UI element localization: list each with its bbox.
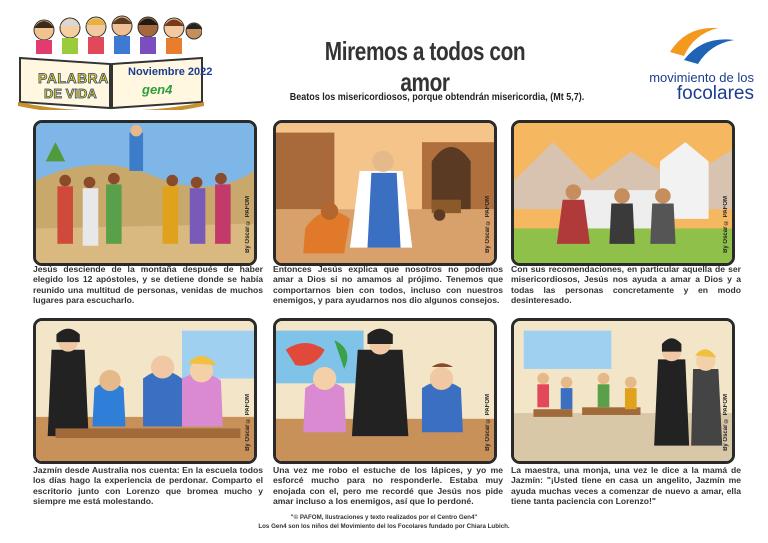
panel-1-caption: Jesús desciende de la montaña después de haber elegido los 12 apóstoles, y se detiene donde se había reunido una multitud de personas, venidas de muchos lugares para escucharlo. [33, 264, 263, 306]
panel-6-caption: La maestra, una monja, una vez le dice a la mamá de Jazmín: "¡Usted tiene en casa un angelito, Jazmín me ayuda muchas veces a comenzar de nuevo a amar, ella tiene tanta paciencia con Lorenzo!" [511, 465, 741, 507]
comic-panel-3 [511, 120, 735, 266]
panel-3-illustration [514, 123, 732, 263]
brand-title-line1: PALABRA [38, 70, 109, 86]
page-title: Miremos a todos con amor [324, 36, 526, 97]
footer-note: Los Gen4 son los niños del Movimiento del los Focolares fundado por Chiara Lubich. [258, 523, 510, 530]
panel-4-caption: Jazmín desde Australia nos cuenta: En la escuela todos los días hago la experiencia de perdonar. Comparto el escritorio junto con Lorenzo que bromea mucho y siempre me está molestando. [33, 465, 263, 507]
panel-1-credit: By Oscar © PAFOM [245, 196, 251, 253]
comic-panel-4 [33, 318, 257, 464]
comic-panel-1 [33, 120, 257, 266]
org-name-line1: movimiento de los [649, 70, 754, 85]
page-subtitle: Beatos los misericordiosos, porque obtendrán misericordia, (Mt 5,7). [289, 92, 585, 103]
panel-6-illustration [514, 321, 732, 461]
panel-2-illustration [276, 123, 494, 263]
panel-2-caption: Entonces Jesús explica que nosotros no podemos amar a Dios si no amamos al prójimo. Tenemos que comportarnos bien con todos, incluso con nuestros enemigos, y para ayudarnos nos dio algunos consejos. [273, 264, 503, 306]
kids-illustration [32, 8, 202, 54]
panel-6-credit: By Oscar © PAFOM [723, 394, 729, 451]
month-label: Noviembre 2022 [128, 66, 213, 78]
panel-4-illustration [36, 321, 254, 461]
gen4-label: gen4 [142, 82, 173, 97]
panel-5-illustration [276, 321, 494, 461]
panel-2-credit: By Oscar © PAFOM [485, 196, 491, 253]
panel-5-credit: By Oscar © PAFOM [485, 394, 491, 451]
palabra-de-vida-logo [8, 6, 213, 110]
panel-4-credit: By Oscar © PAFOM [245, 394, 251, 451]
comic-panel-2 [273, 120, 497, 266]
org-name-line2: focolares [676, 83, 754, 104]
panel-1-illustration [36, 123, 254, 263]
panel-5-caption: Una vez me robo el estuche de los lápices, y yo me esforcé mucho para no responderle. Estaba muy enojada con el, pero me recordé que Jesús nos pide amar incluso a los enemigos, así que lo perdoné. [273, 465, 503, 507]
panel-3-caption: Con sus recomendaciones, en particular aquella de ser misericordiosos, Jesús nos ayuda a amar a Dios y a todas las personas concretamente y en modo desinteresado. [511, 264, 741, 306]
panel-3-credit: By Oscar © PAFOM [723, 196, 729, 253]
comic-panel-6 [511, 318, 735, 464]
footer-copyright: "© PAFOM, Ilustraciones y texto realizados por el Centro Gen4" [290, 514, 478, 521]
brand-title-line2: DE VIDA [44, 86, 97, 101]
comic-panel-5 [273, 318, 497, 464]
